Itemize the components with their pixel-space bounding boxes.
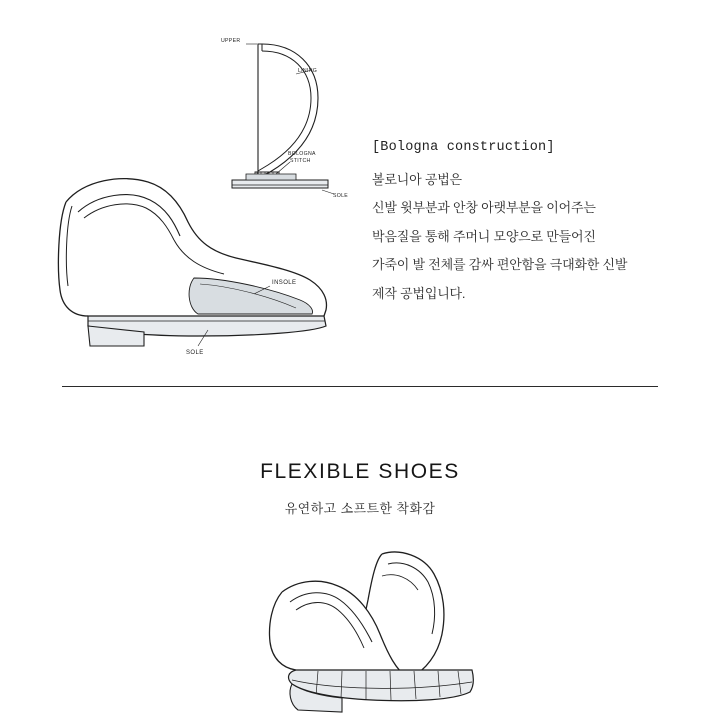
bologna-paragraph-2: 신발 윗부분과 안창 아랫부분을 이어주는: [372, 200, 596, 216]
bologna-paragraph-5: 제작 공법입니다.: [372, 285, 466, 301]
bologna-description: [372, 169, 692, 304]
label-upper: UPPER: [221, 38, 241, 44]
section-divider: [62, 386, 658, 387]
flexible-shoes-section: [0, 400, 720, 720]
flexible-shoe-illustration: [186, 530, 536, 720]
flexible-shoes-title: FLEXIBLE SHOES: [260, 460, 460, 483]
label-lining: LINING: [298, 68, 318, 74]
label-sole-top: SOLE: [333, 193, 349, 199]
bologna-heading: [Bologna construction]: [372, 140, 555, 155]
flexible-shoes-subtitle: 유연하고 소프트한 착화감: [284, 501, 436, 516]
loafer-side-view-diagram: [48, 160, 348, 360]
label-bologna-stitch-line2: STITCH: [290, 158, 311, 164]
bologna-paragraph-1: 볼로니아 공법은: [372, 172, 462, 187]
label-bologna-stitch-line1: BOLOGNA: [288, 151, 316, 157]
bologna-text-block: [372, 140, 692, 311]
bologna-paragraph-4: 가죽이 발 전체를 감싸 편안함을 극대화한 신발: [372, 257, 628, 273]
bologna-paragraph-3: 박음질을 통해 주머니 모양으로 만들어진: [372, 228, 596, 244]
label-sole-bottom: SOLE: [186, 350, 204, 356]
label-insole: INSOLE: [272, 280, 297, 286]
